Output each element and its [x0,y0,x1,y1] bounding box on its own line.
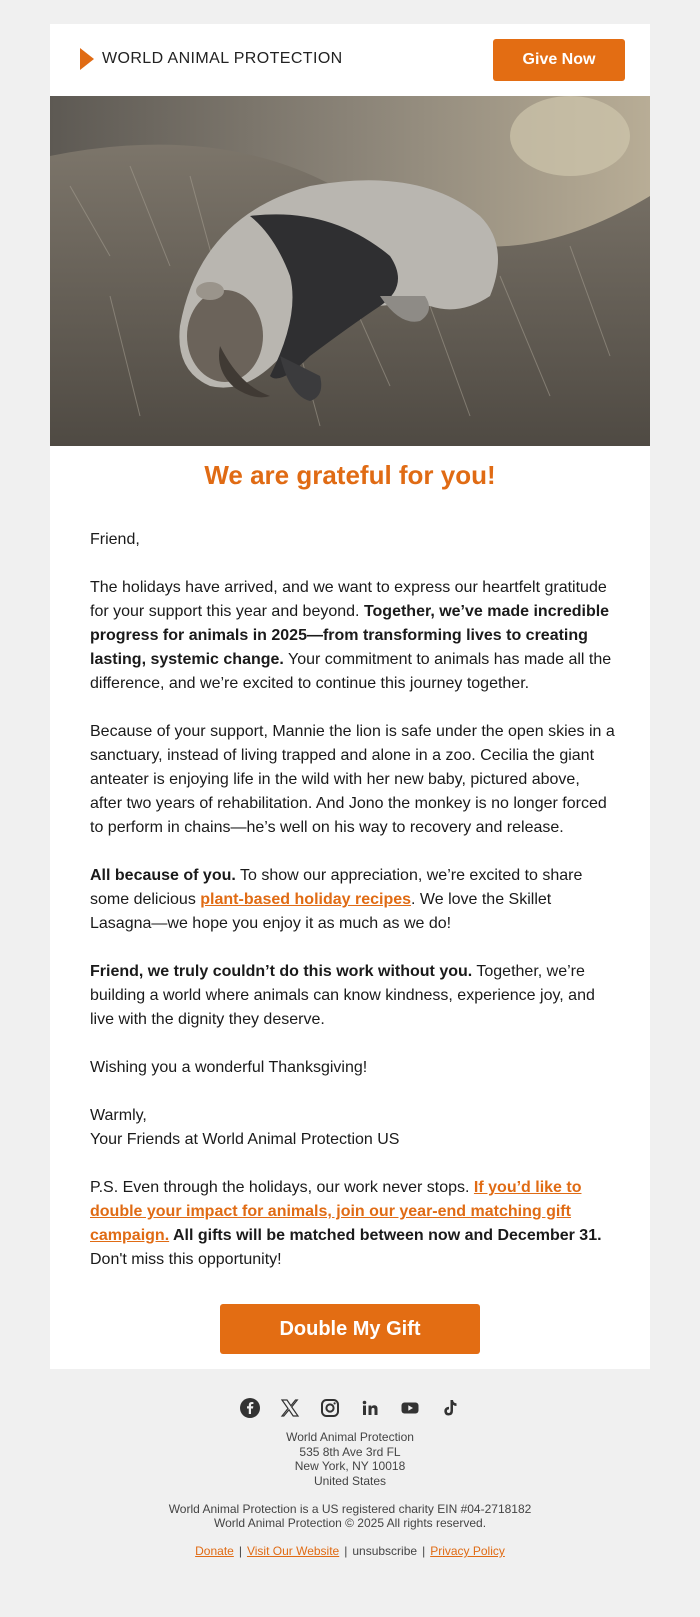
unsubscribe-link[interactable]: unsubscribe [352,1544,418,1558]
x-icon[interactable] [278,1396,302,1420]
signoff-line-1: Warmly, [90,1107,147,1124]
greeting: Friend, [90,531,140,548]
linkedin-icon[interactable] [358,1396,382,1420]
email-header [50,24,650,96]
give-now-button[interactable]: Give Now [493,39,625,81]
matching-gift-link[interactable]: If you’d like to double your impact for animals, join our year-end matching gift campaign. [90,1179,582,1244]
text: Your commitment to animals has made all the difference, and we’re excited to continue this journey together. [90,651,612,692]
paragraph-2: Because of your support, Mannie the lion is safe under the open skies in a sanctuary, instead of living trapped and alone in a zoo. Cecilia the giant anteater is enjoying life in the wild with her new baby, pictured above, after two years of rehabilitation. And Jono the monkey is no longer forced to perform in chains—he’s well on his way to recovery and release. [90,723,615,836]
paragraph-4 [90,960,615,1032]
street: 535 8th Ave 3rd FL [299,1444,401,1459]
copyright: World Animal Protection © 2025 All rights reserved. [213,1516,487,1530]
text: Don't miss this opportunity! [90,1251,282,1268]
anteater-illustration [50,96,650,446]
paragraph-1 [90,576,615,696]
country: United States [313,1473,387,1488]
youtube-icon[interactable] [398,1396,422,1420]
separator: | [422,1544,426,1558]
charity-notice: World Animal Protection is a US registered charity EIN #04-2718182 [168,1502,532,1516]
text: P.S. Even through the holidays, our work never stops. [90,1179,474,1196]
paragraph-3 [90,864,615,936]
facebook-icon[interactable] [238,1396,262,1420]
footer [0,1396,700,1558]
headline: We are grateful for you! [204,460,496,490]
logo-arrow-icon [80,48,94,70]
bold-text: All gifts will be matched between now and December 31. [169,1227,602,1244]
org-name: World Animal Protection [286,1430,414,1444]
double-my-gift-button[interactable]: Double My Gift [220,1304,480,1354]
paragraph-5: Wishing you a wonderful Thanksgiving! [90,1059,368,1076]
separator: | [238,1544,242,1558]
letter-body [90,528,615,1296]
privacy-policy-link[interactable]: Privacy Policy [430,1544,505,1558]
signoff [90,1104,615,1152]
text: To show our appreciation, we’re excited to share some delicious [90,867,583,908]
bold-text: Together, we’ve made incredible progress for animals in 2025—from transforming lives to creating lasting, systemic change. [90,603,610,668]
donate-link[interactable]: Donate [195,1544,234,1558]
text: Together, we’re building a world where animals can know kindness, experience joy, and live with the dignity they deserve. [90,963,595,1028]
city: New York, NY 10018 [294,1459,406,1473]
tiktok-icon[interactable] [438,1396,462,1420]
mailing-address [0,1430,700,1488]
social-links [0,1396,700,1420]
visit-website-link[interactable]: Visit Our Website [246,1544,340,1558]
email-card [50,24,650,1369]
hero-image[interactable] [50,96,650,446]
instagram-icon[interactable] [318,1396,342,1420]
bold-text: Friend, we truly couldn’t do this work without you. [90,963,473,980]
postscript [90,1176,615,1272]
separator: | [344,1544,348,1558]
text: . We love the Skillet Lasagna—we hope you enjoy it as much as we do! [90,891,552,932]
footer-links [0,1544,700,1558]
brand-logo[interactable] [80,46,343,72]
brand-name: WORLD ANIMAL PROTECTION [102,50,343,67]
bold-text: All because of you. [90,867,236,884]
recipes-link[interactable]: plant-based holiday recipes [200,891,412,908]
signoff-line-2: Your Friends at World Animal Protection US [90,1131,400,1148]
legal-text [0,1502,700,1530]
text: The holidays have arrived, and we want to express our heartfelt gratitude for your support this year and beyond. [90,579,607,620]
